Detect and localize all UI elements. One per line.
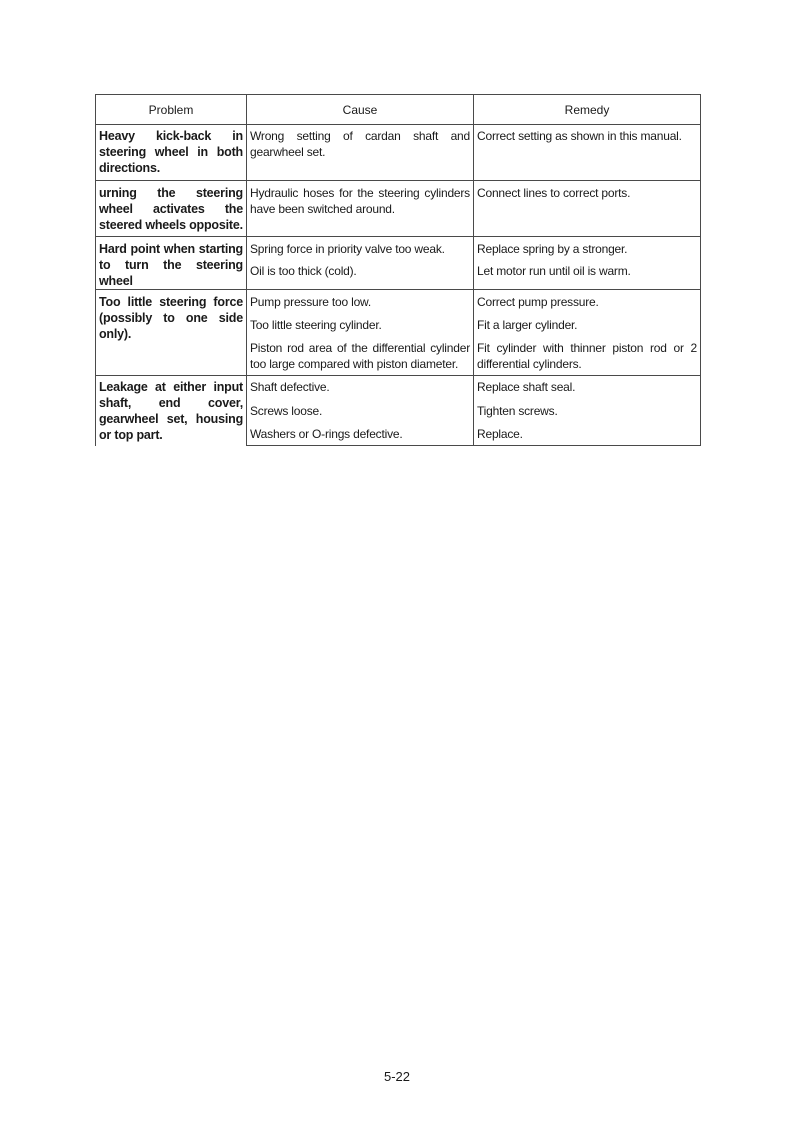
cause-text: Wrong setting of cardan shaft and gearwheel set. (250, 129, 470, 159)
cause-text: Screws loose. (250, 404, 323, 418)
cause-text: Shaft defective. (250, 380, 330, 394)
remedy-text: Connect lines to correct ports. (477, 186, 631, 200)
cause-cell (247, 290, 474, 314)
remedy-cell (474, 399, 701, 423)
table-row (96, 237, 701, 262)
cause-text: Hydraulic hoses for the steering cylinders have been switched around. (250, 186, 470, 216)
cause-cell (247, 125, 474, 181)
cause-text: Washers or O-rings defective. (250, 427, 403, 441)
cause-cell (247, 337, 474, 376)
cause-text: Too little steering cylinder. (250, 318, 382, 332)
remedy-text: Correct setting as shown in this manual. (477, 129, 682, 143)
table-row (96, 290, 701, 314)
remedy-cell (474, 261, 701, 290)
problem-cell (96, 237, 247, 290)
problem-text: Leakage at either input shaft, end cover, gearwheel set, housing or top part. (99, 380, 243, 442)
remedy-text: Replace. (477, 427, 523, 441)
remedy-cell (474, 237, 701, 262)
remedy-text: Tighten screws. (477, 404, 558, 418)
cause-cell (247, 399, 474, 423)
cause-cell (247, 376, 474, 400)
cause-text: Oil is too thick (cold). (250, 264, 357, 278)
remedy-cell (474, 337, 701, 376)
cause-text: Spring force in priority valve too weak. (250, 242, 445, 256)
remedy-text: Replace shaft seal. (477, 380, 576, 394)
problem-text: Too little steering force (possibly to one side only). (99, 295, 243, 341)
cause-cell (247, 313, 474, 337)
remedy-text: Replace spring by a stronger. (477, 242, 628, 256)
remedy-text: Correct pump pressure. (477, 295, 599, 309)
remedy-cell (474, 313, 701, 337)
remedy-text: Fit a larger cylinder. (477, 318, 578, 332)
cause-cell (247, 423, 474, 446)
problem-cell (96, 290, 247, 376)
header-problem: Problem (96, 95, 247, 125)
remedy-cell (474, 181, 701, 237)
problem-text: urning the steering wheel activates the steered wheels opposite. (99, 186, 243, 232)
remedy-cell (474, 290, 701, 314)
cause-cell (247, 261, 474, 290)
table-row (96, 376, 701, 400)
problem-cell (96, 181, 247, 237)
table-row (96, 125, 701, 181)
header-cause: Cause (247, 95, 474, 125)
cause-text: Pump pressure too low. (250, 295, 371, 309)
problem-cell (96, 376, 247, 446)
remedy-cell (474, 423, 701, 446)
table-row (96, 181, 701, 237)
table-header-row (96, 95, 701, 125)
troubleshooting-table (95, 94, 701, 446)
remedy-text: Let motor run until oil is warm. (477, 264, 631, 278)
remedy-text: Fit cylinder with thinner piston rod or 2 differential cylinders. (477, 341, 697, 371)
problem-cell (96, 125, 247, 181)
page-number: 5-22 (383, 1069, 411, 1084)
header-remedy: Remedy (474, 95, 701, 125)
cause-cell (247, 237, 474, 262)
cause-text: Piston rod area of the differential cylinder too large compared with piston diameter. (250, 341, 470, 371)
cause-cell (247, 181, 474, 237)
problem-text: Heavy kick-back in steering wheel in both directions. (99, 129, 243, 175)
remedy-cell (474, 125, 701, 181)
remedy-cell (474, 376, 701, 400)
problem-text: Hard point when starting to turn the steering wheel (99, 242, 243, 288)
